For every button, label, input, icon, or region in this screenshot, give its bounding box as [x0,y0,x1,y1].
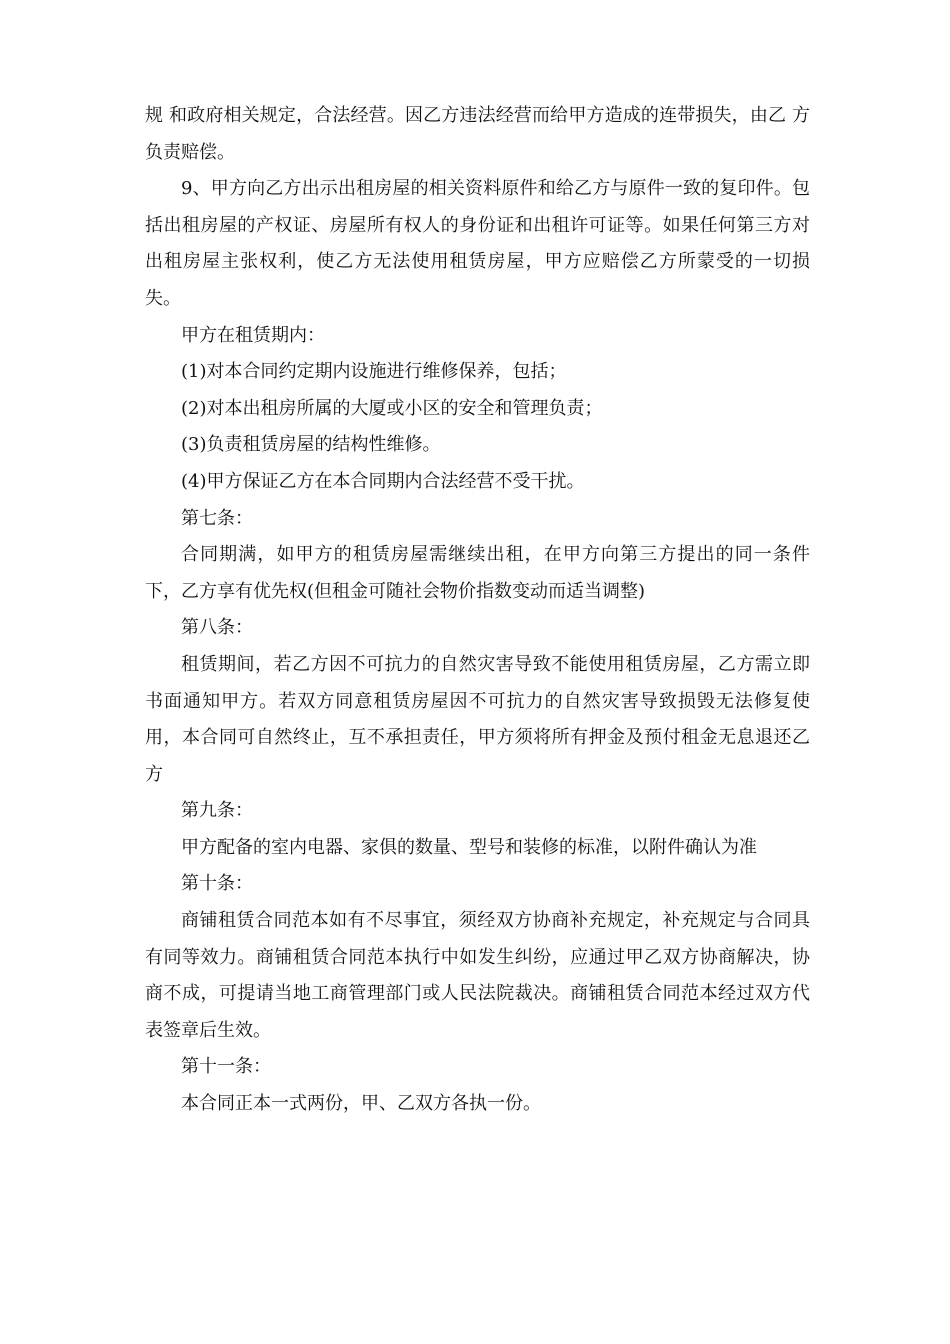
article-9-body: 甲方配备的室内电器、家俱的数量、型号和装修的标准，以附件确认为准 [181,836,757,858]
document-page [145,98,810,1123]
article-7-heading: 第七条： [181,507,253,529]
article-10-heading: 第十条： [181,873,253,895]
paragraph-operation-compliance: 规 和政府相关规定，合法经营。因乙方违法经营而给甲方造成的连带损失，由乙 方负责赔偿。 [145,105,810,163]
article-11-body: 本合同正本一式两份，甲、乙双方各执一份。 [181,1093,541,1115]
article-7-body: 合同期满，如甲方的租赁房屋需继续出租，在甲方向第三方提出的同一条件下，乙方享有优先权(但租金可随社会物价指数变动而适当调整) [145,544,810,602]
list-item-duty-3: (3)负责租赁房屋的结构性维修。 [181,434,441,456]
list-item-duty-1: (1)对本合同约定期内设施进行维修保养，包括； [181,361,567,383]
paragraph-item-9: 9、甲方向乙方出示出租房屋的相关资料原件和给乙方与原件一致的复印件。包括出租房屋的产权证、房屋所有权人的身份证和出租许可证等。如果任何第三方对出租房屋主张权利，使乙方无法使用租赁房屋，甲方应赔偿乙方所蒙受的一切损失。 [145,178,810,309]
article-10-body: 商铺租赁合同范本如有不尽事宜，须经双方协商补充规定，补充规定与合同具有同等效力。商铺租赁合同范本执行中如发生纠纷，应通过甲乙双方协商解决，协商不成，可提请当地工商管理部门或人民法院裁决。商铺租赁合同范本经过双方代表签章后生效。 [145,910,810,1041]
article-8-heading: 第八条： [181,617,253,639]
article-8-body: 租赁期间，若乙方因不可抗力的自然灾害导致不能使用租赁房屋，乙方需立即书面通知甲方。若双方同意租赁房屋因不可抗力的自然灾害导致损毁无法修复使用，本合同可自然终止，互不承担责任，甲方须将所有押金及预付租金无息退还乙方 [145,653,810,785]
article-11-heading: 第十一条： [181,1056,271,1078]
article-9-heading: 第九条： [181,800,253,822]
paragraph-lessor-duties-heading: 甲方在租赁期内： [181,324,325,346]
list-item-duty-4: (4)甲方保证乙方在本合同期内合法经营不受干扰。 [181,470,585,492]
list-item-duty-2: (2)对本出租房所属的大厦或小区的安全和管理负责； [181,397,603,419]
